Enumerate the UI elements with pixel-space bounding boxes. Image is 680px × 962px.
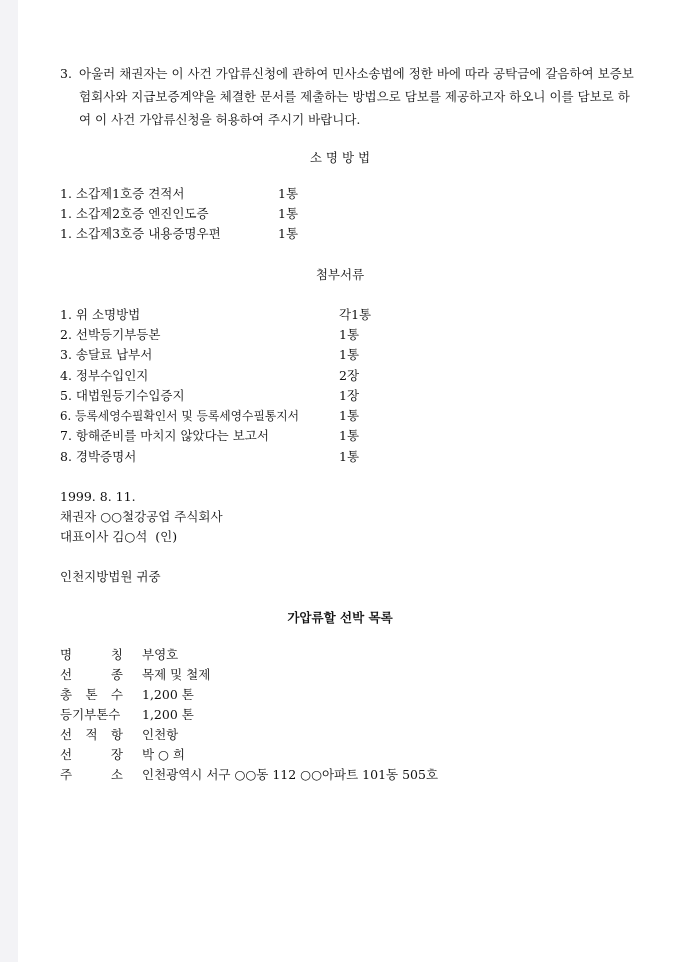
vessel-spec-label: 등기부톤수 <box>60 707 121 722</box>
court-addressee: 인천지방법원 귀중 <box>60 569 161 584</box>
evidence-item-label: 1. 소갑제1호증 견적서 <box>60 186 185 201</box>
attachment-item-qty: 각1통 <box>339 307 372 322</box>
attachment-item-qty: 1통 <box>339 327 360 342</box>
attachments-heading: 첨부서류 <box>315 267 365 282</box>
paragraph-3 <box>60 62 640 131</box>
vessel-spec-value: 1,200 톤 <box>142 707 194 722</box>
attachment-item-qty: 1통 <box>339 408 360 423</box>
page-margin-strip <box>0 0 18 962</box>
vessel-spec-value: 박 ○ 희 <box>142 747 186 762</box>
creditor-name: 채권자 ○○철강공업 주식회사 <box>60 509 223 524</box>
vessel-spec-value: 부영호 <box>142 647 179 662</box>
vessel-spec-label: 선 종 <box>60 667 123 682</box>
attachment-item-label: 4. 정부수입인지 <box>60 368 149 383</box>
attachment-item-label: 8. 경박증명서 <box>60 449 137 464</box>
vessel-spec-label: 주 소 <box>60 767 123 782</box>
attachment-item-label: 3. 송달료 납부서 <box>60 347 153 362</box>
vessel-spec-value: 인천광역시 서구 ○○동 112 ○○아파트 101동 505호 <box>142 767 439 782</box>
vessel-spec-value: 목제 및 철제 <box>142 667 211 682</box>
evidence-item-qty: 1통 <box>278 206 299 221</box>
attachment-item-label: 2. 선박등기부등본 <box>60 327 161 342</box>
vessel-spec-label: 명 칭 <box>60 647 123 662</box>
vessel-list-heading: 가압류할 선박 목록 <box>287 610 393 625</box>
attachment-item-qty: 2장 <box>339 368 360 383</box>
evidence-item-label: 1. 소갑제2호증 엔진인도증 <box>60 206 209 221</box>
filing-date: 1999. 8. 11. <box>60 489 136 504</box>
attachment-item-label: 7. 항해준비를 마치지 않았다는 보고서 <box>60 428 269 443</box>
evidence-item-qty: 1통 <box>278 226 299 241</box>
attachment-item-qty: 1통 <box>339 428 360 443</box>
attachment-item-label: 5. 대법원등기수입증지 <box>60 388 185 403</box>
attachment-item-qty: 1통 <box>339 449 360 464</box>
evidence-item-qty: 1통 <box>278 186 299 201</box>
vessel-spec-label: 선 적 항 <box>60 727 123 742</box>
vessel-spec-label: 총 톤 수 <box>60 687 123 702</box>
evidence-item-label: 1. 소갑제3호증 내용증명우편 <box>60 226 221 241</box>
attachment-item-qty: 1통 <box>339 347 360 362</box>
attachment-item-label: 1. 위 소명방법 <box>60 307 141 322</box>
vessel-spec-value: 인천항 <box>142 727 179 742</box>
vessel-spec-value: 1,200 톤 <box>142 687 194 702</box>
paragraph-text: 아울러 채권자는 이 사건 가압류신청에 관하여 민사소송법에 정한 바에 따라 공탁금에 갈음하여 보증보험회사와 지급보증계약을 체결한 문서를 제출하는 방법으로 담보를 제공하고자 하오니 이를 담보로 하여 이 사건 가압류신청을 허용하여 주시기 바랍니다. <box>79 66 634 127</box>
attachment-item-label: 6. 등록세영수필확인서 및 등록세영수필통지서 <box>60 409 300 423</box>
vessel-spec-label: 선 장 <box>60 747 123 762</box>
paragraph-number: 3. <box>60 66 72 81</box>
attachment-item-qty: 1장 <box>339 388 360 403</box>
representative-signature: 대표이사 김○석 (인) <box>60 529 178 544</box>
evidence-heading: 소 명 방 법 <box>309 150 371 165</box>
